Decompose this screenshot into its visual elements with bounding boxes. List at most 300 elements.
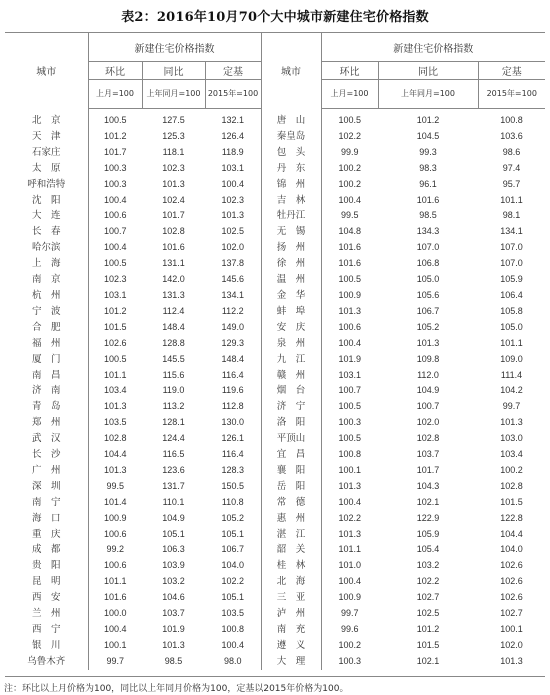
table-row [5,495,545,511]
table-row [5,288,545,304]
city-name: 泉 州 [261,336,321,352]
fixed-base-value: 105.1 [221,528,245,539]
table-row [5,638,545,654]
mom-value: 100.3 [88,161,142,177]
mom-value: 101.9 [321,352,378,368]
yoy-value: 103.2 [162,576,185,587]
city-name: 秦皇岛 [261,129,321,145]
yoy-value: 128.1 [162,417,185,428]
city-name: 徐 州 [261,256,321,272]
yoy-value: 104.9 [162,512,185,523]
mom-value: 100.9 [88,511,142,527]
city-name: 呼和浩特 [27,178,66,190]
yoy-value: 148.4 [162,321,185,332]
table-row [5,415,545,431]
mom-value: 99.9 [321,145,378,161]
yoy-value: 102.8 [416,433,440,444]
mom-value: 99.5 [88,479,142,495]
yoy-value: 99.3 [419,146,437,157]
yoy-value: 131.3 [162,289,185,300]
mom-value: 100.6 [88,558,142,574]
mom-value: 101.3 [321,527,378,543]
city-name: 平顶山 [261,431,321,447]
table-row [5,511,545,527]
fixed-base-value: 118.9 [221,146,244,157]
mom-value: 100.4 [88,622,142,638]
city-name: 烟 台 [261,383,321,399]
col-fixed-right: 定基 [478,62,545,80]
fixed-base-value: 105.1 [221,592,245,603]
mom-value: 100.5 [321,399,378,415]
yoy-value: 101.3 [162,639,185,650]
yoy-value: 98.5 [164,655,183,666]
yoy-value: 128.8 [162,337,185,348]
mom-value: 100.9 [321,288,378,304]
fixed-base-value: 104.2 [500,385,523,396]
yoy-value: 104.6 [162,592,185,603]
fixed-base-value: 101.1 [500,337,523,348]
yoy-value: 102.0 [416,417,440,428]
table-row [5,272,545,288]
table-row [5,109,545,129]
table-row [5,542,545,558]
table-row [5,527,545,543]
table-row [5,463,545,479]
mom-value: 100.2 [321,638,378,654]
fixed-base-value: 100.1 [500,624,523,634]
mom-value: 101.5 [88,320,142,336]
mom-value: 102.3 [88,272,142,288]
table-row [5,479,545,495]
city-name: 银 川 [31,639,61,651]
mom-value: 101.3 [88,399,142,415]
fixed-base-value: 100.8 [500,115,523,125]
table-title: 表2：2016年10月70个大中城市新建住宅价格指数 [121,10,429,25]
fixed-base-value: 102.3 [221,194,245,205]
col-yoy-left: 同比 [142,62,205,80]
mom-value: 100.5 [88,109,142,129]
fixed-base-value: 148.4 [221,353,245,364]
city-name: 唐 山 [261,109,321,129]
yoy-value: 103.2 [416,560,440,571]
city-name: 洛 阳 [261,415,321,431]
city-name: 重 庆 [31,528,61,540]
city-name: 泸 州 [261,606,321,622]
mom-value: 100.5 [88,256,142,272]
table-row [5,431,545,447]
mom-value: 101.6 [321,240,378,256]
table-row [5,447,545,463]
mom-value: 100.2 [321,177,378,193]
city-name: 海 口 [31,512,61,524]
mom-value: 100.6 [88,208,142,224]
yoy-value: 101.6 [416,194,440,205]
fixed-base-value: 101.5 [500,496,523,507]
table-row [5,129,545,145]
price-index-table [5,32,545,670]
yoy-value: 101.6 [162,242,185,253]
city-name: 北 京 [31,114,61,126]
mom-value: 100.4 [321,336,378,352]
yoy-value: 101.2 [416,115,440,125]
fixed-base-value: 102.5 [221,226,245,237]
fixed-base-value: 97.4 [502,162,521,173]
city-name: 贵 阳 [31,560,61,572]
bottom-rule [5,676,545,677]
table-row [5,654,545,670]
fixed-base-value: 106.7 [221,544,245,555]
fixed-base-value: 116.4 [221,369,244,380]
mom-value: 100.8 [321,447,378,463]
yoy-value: 105.9 [416,528,440,539]
fixed-base-value: 103.4 [500,449,523,460]
fixed-base-value: 105.9 [500,274,523,285]
city-name: 杭 州 [31,289,61,301]
fixed-base-value: 102.0 [500,639,523,650]
fixed-base-value: 150.5 [221,480,245,491]
city-name: 兰 州 [31,608,61,620]
city-name: 吉 林 [261,193,321,209]
fixed-base-value: 149.0 [221,321,245,332]
mom-value: 102.2 [321,511,378,527]
mom-value: 100.3 [321,654,378,670]
mom-value: 100.4 [321,495,378,511]
mom-value: 100.5 [321,109,378,129]
city-name: 温 州 [261,272,321,288]
mom-value: 100.4 [321,574,378,590]
yoy-value: 109.8 [416,353,440,364]
mom-value: 100.4 [88,240,142,256]
table-body [5,109,545,670]
fixed-base-value: 103.6 [500,130,523,141]
base-yoy-left: 上年同月=100 [142,80,205,109]
yoy-value: 105.4 [416,544,440,555]
city-name: 宜 昌 [261,447,321,463]
base-mom-right: 上月=100 [321,80,378,109]
yoy-value: 104.9 [416,385,440,396]
yoy-value: 103.9 [162,560,185,571]
mom-value: 101.2 [88,304,142,320]
fixed-base-value: 126.4 [221,130,245,141]
yoy-value: 113.2 [162,401,185,412]
yoy-value: 102.7 [416,592,440,603]
city-name: 北 海 [261,574,321,590]
city-name: 长 春 [31,226,61,238]
fixed-base-value: 116.4 [221,449,244,460]
group-header-left: 新建住宅价格指数 [88,33,261,62]
city-name: 襄 阳 [261,463,321,479]
mom-value: 101.6 [88,590,142,606]
yoy-value: 115.6 [162,369,185,380]
fixed-base-value: 102.0 [221,242,245,253]
yoy-value: 102.4 [162,194,185,205]
yoy-value: 131.1 [162,258,185,269]
fixed-base-value: 134.1 [500,226,523,237]
yoy-value: 101.9 [162,624,185,634]
yoy-value: 127.5 [162,115,185,125]
mom-value: 100.2 [321,161,378,177]
mom-value: 103.1 [321,368,378,384]
fixed-base-value: 98.6 [502,146,521,157]
city-name: 济 宁 [261,399,321,415]
yoy-value: 102.3 [162,162,185,173]
table-row [5,224,545,240]
city-name: 深 圳 [31,480,61,492]
yoy-value: 116.5 [162,449,185,460]
mom-value: 100.6 [88,527,142,543]
city-name: 惠 州 [261,511,321,527]
city-header-right: 城市 [261,33,321,109]
col-fixed-left: 定基 [205,62,261,80]
mom-value: 100.1 [88,638,142,654]
yoy-value: 145.5 [162,353,185,364]
mom-value: 103.4 [88,383,142,399]
base-mom-left: 上月=100 [88,80,142,109]
mom-value: 103.5 [88,415,142,431]
table-row [5,574,545,590]
yoy-value: 112.4 [162,305,185,316]
city-name: 南 宁 [31,496,61,508]
mom-value: 99.7 [88,654,142,670]
yoy-value: 100.7 [416,401,440,412]
city-name: 昆 明 [31,576,61,588]
mom-value: 100.1 [321,463,378,479]
mom-value: 100.5 [321,431,378,447]
city-name: 合 肥 [31,321,61,333]
fixed-base-value: 100.8 [221,624,245,634]
fixed-base-value: 134.1 [221,289,245,300]
yoy-value: 102.8 [162,226,185,237]
yoy-value: 101.3 [162,178,185,189]
mom-value: 102.6 [88,336,142,352]
yoy-value: 112.0 [417,369,439,380]
mom-value: 103.1 [88,288,142,304]
table-row [5,336,545,352]
yoy-value: 125.3 [162,130,185,141]
fixed-base-value: 99.7 [502,401,521,412]
city-name: 宁 波 [31,305,61,317]
fixed-base-value: 105.8 [500,305,523,316]
fixed-base-value: 126.1 [221,433,245,444]
yoy-value: 105.1 [162,528,185,539]
city-name: 丹 东 [261,161,321,177]
mom-value: 101.2 [88,129,142,145]
fixed-base-value: 130.0 [221,417,245,428]
city-name: 太 原 [31,162,61,174]
table-row [5,368,545,384]
yoy-value: 134.3 [416,226,440,237]
yoy-value: 124.4 [162,433,185,444]
fixed-base-value: 105.0 [500,321,523,332]
mom-value: 101.1 [321,542,378,558]
table-row [5,161,545,177]
city-name: 福 州 [31,337,61,349]
city-name: 湛 江 [261,527,321,543]
table-row [5,383,545,399]
fixed-base-value: 102.6 [500,560,523,571]
fixed-base-value: 101.3 [221,210,245,221]
city-name: 南 昌 [31,369,61,381]
mom-value: 100.9 [321,590,378,606]
mom-value: 100.5 [88,352,142,368]
fixed-base-value: 103.1 [221,162,245,173]
city-name: 厦 门 [31,353,61,365]
fixed-base-value: 98.1 [502,210,521,221]
mom-value: 104.8 [321,224,378,240]
table-row [5,399,545,415]
mom-value: 100.3 [88,177,142,193]
city-name: 金 华 [261,288,321,304]
city-name: 武 汉 [31,433,61,445]
city-name: 安 庆 [261,320,321,336]
city-name: 大 理 [261,654,321,670]
fixed-base-value: 112.8 [221,401,244,412]
city-name: 西 宁 [31,624,61,635]
mom-value: 100.6 [321,320,378,336]
fixed-base-value: 107.0 [500,242,523,253]
fixed-base-value: 111.4 [500,369,523,380]
yoy-value: 105.0 [416,274,440,285]
yoy-value: 119.0 [162,385,185,396]
yoy-value: 110.1 [162,496,185,507]
fixed-base-value: 112.2 [221,305,244,316]
yoy-value: 102.1 [416,655,440,666]
city-name: 大 连 [31,210,61,222]
mom-value: 100.3 [321,415,378,431]
mom-value: 101.4 [88,495,142,511]
city-name: 郑 州 [31,417,61,429]
yoy-value: 98.3 [419,162,437,173]
table-row [5,606,545,622]
yoy-value: 103.7 [162,608,185,619]
yoy-value: 102.5 [416,608,440,619]
fixed-base-value: 122.8 [500,512,523,523]
yoy-value: 106.8 [416,258,440,269]
fixed-base-value: 100.4 [221,639,245,650]
city-name: 沈 阳 [31,194,61,206]
base-fixed-left: 2015年=100 [205,80,261,109]
table-row [5,590,545,606]
mom-value: 100.4 [321,193,378,209]
base-yoy-right: 上年同月=100 [378,80,478,109]
table-row [5,304,545,320]
fixed-base-value: 98.0 [223,655,242,666]
table-row [5,558,545,574]
yoy-value: 106.3 [162,544,185,555]
city-name: 长 沙 [31,449,61,461]
city-name: 成 都 [31,544,61,556]
yoy-value: 104.3 [416,480,440,491]
city-name: 乌鲁木齐 [27,655,66,667]
table-row [5,208,545,224]
fixed-base-value: 106.4 [500,289,523,300]
fixed-base-value: 132.1 [221,115,245,125]
city-name: 岳 阳 [261,479,321,495]
mom-value: 99.5 [321,208,378,224]
mom-value: 100.0 [88,606,142,622]
fixed-base-value: 101.3 [500,417,523,428]
group-header-right: 新建住宅价格指数 [321,33,545,62]
yoy-value: 104.5 [416,130,440,141]
yoy-value: 131.7 [162,480,185,491]
city-name: 牡丹江 [261,208,321,224]
fixed-base-value: 100.4 [221,178,245,189]
fixed-base-value: 105.2 [221,512,245,523]
city-name: 哈尔滨 [31,242,61,254]
city-name: 遵 义 [261,638,321,654]
city-name: 南 充 [261,622,321,638]
mom-value: 101.0 [321,558,378,574]
yoy-value: 102.2 [416,576,440,587]
city-name: 三 亚 [261,590,321,606]
base-fixed-right: 2015年=100 [478,80,545,109]
city-name: 扬 州 [261,240,321,256]
city-name: 广 州 [31,464,61,476]
fixed-base-value: 102.6 [500,576,523,587]
table-row [5,320,545,336]
city-name: 石家庄 [31,146,61,158]
city-name: 桂 林 [261,558,321,574]
mom-value: 101.3 [88,463,142,479]
city-header-left: 城市 [5,33,88,109]
yoy-value: 118.1 [162,146,185,157]
mom-value: 99.7 [321,606,378,622]
city-name: 无 锡 [261,224,321,240]
mom-value: 102.2 [321,129,378,145]
fixed-base-value: 95.7 [502,178,521,189]
fixed-base-value: 102.2 [221,576,245,587]
city-name: 九 江 [261,352,321,368]
col-mom-left: 环比 [88,62,142,80]
mom-value: 99.2 [88,542,142,558]
fixed-base-value: 100.2 [500,464,523,475]
city-name: 包 头 [261,145,321,161]
fixed-base-value: 137.8 [221,258,245,269]
yoy-value: 123.6 [162,464,185,475]
city-name: 上 海 [31,258,61,270]
yoy-value: 101.3 [416,337,440,348]
yoy-value: 107.0 [416,242,440,253]
fixed-base-value: 102.7 [500,608,523,619]
table-row [5,177,545,193]
mom-value: 101.7 [88,145,142,161]
city-name: 韶 关 [261,542,321,558]
yoy-value: 122.9 [416,512,440,523]
table-row [5,193,545,209]
table-row [5,145,545,161]
yoy-value: 96.1 [419,178,437,189]
fixed-base-value: 102.8 [500,480,523,491]
table-row [5,240,545,256]
fixed-base-value: 104.0 [500,544,523,555]
mom-value: 101.1 [88,574,142,590]
fixed-base-value: 101.1 [500,194,523,205]
mom-value: 100.7 [88,224,142,240]
city-name: 锦 州 [261,177,321,193]
yoy-value: 101.7 [162,210,185,221]
fixed-base-value: 119.6 [221,385,244,396]
city-name: 常 德 [261,495,321,511]
fixed-base-value: 102.6 [500,592,523,603]
col-mom-right: 环比 [321,62,378,80]
mom-value: 101.1 [88,368,142,384]
table-row [5,352,545,368]
mom-value: 100.7 [321,383,378,399]
table-row [5,256,545,272]
city-name: 天 津 [31,130,61,142]
mom-value: 100.5 [321,272,378,288]
mom-value: 100.4 [88,193,142,209]
